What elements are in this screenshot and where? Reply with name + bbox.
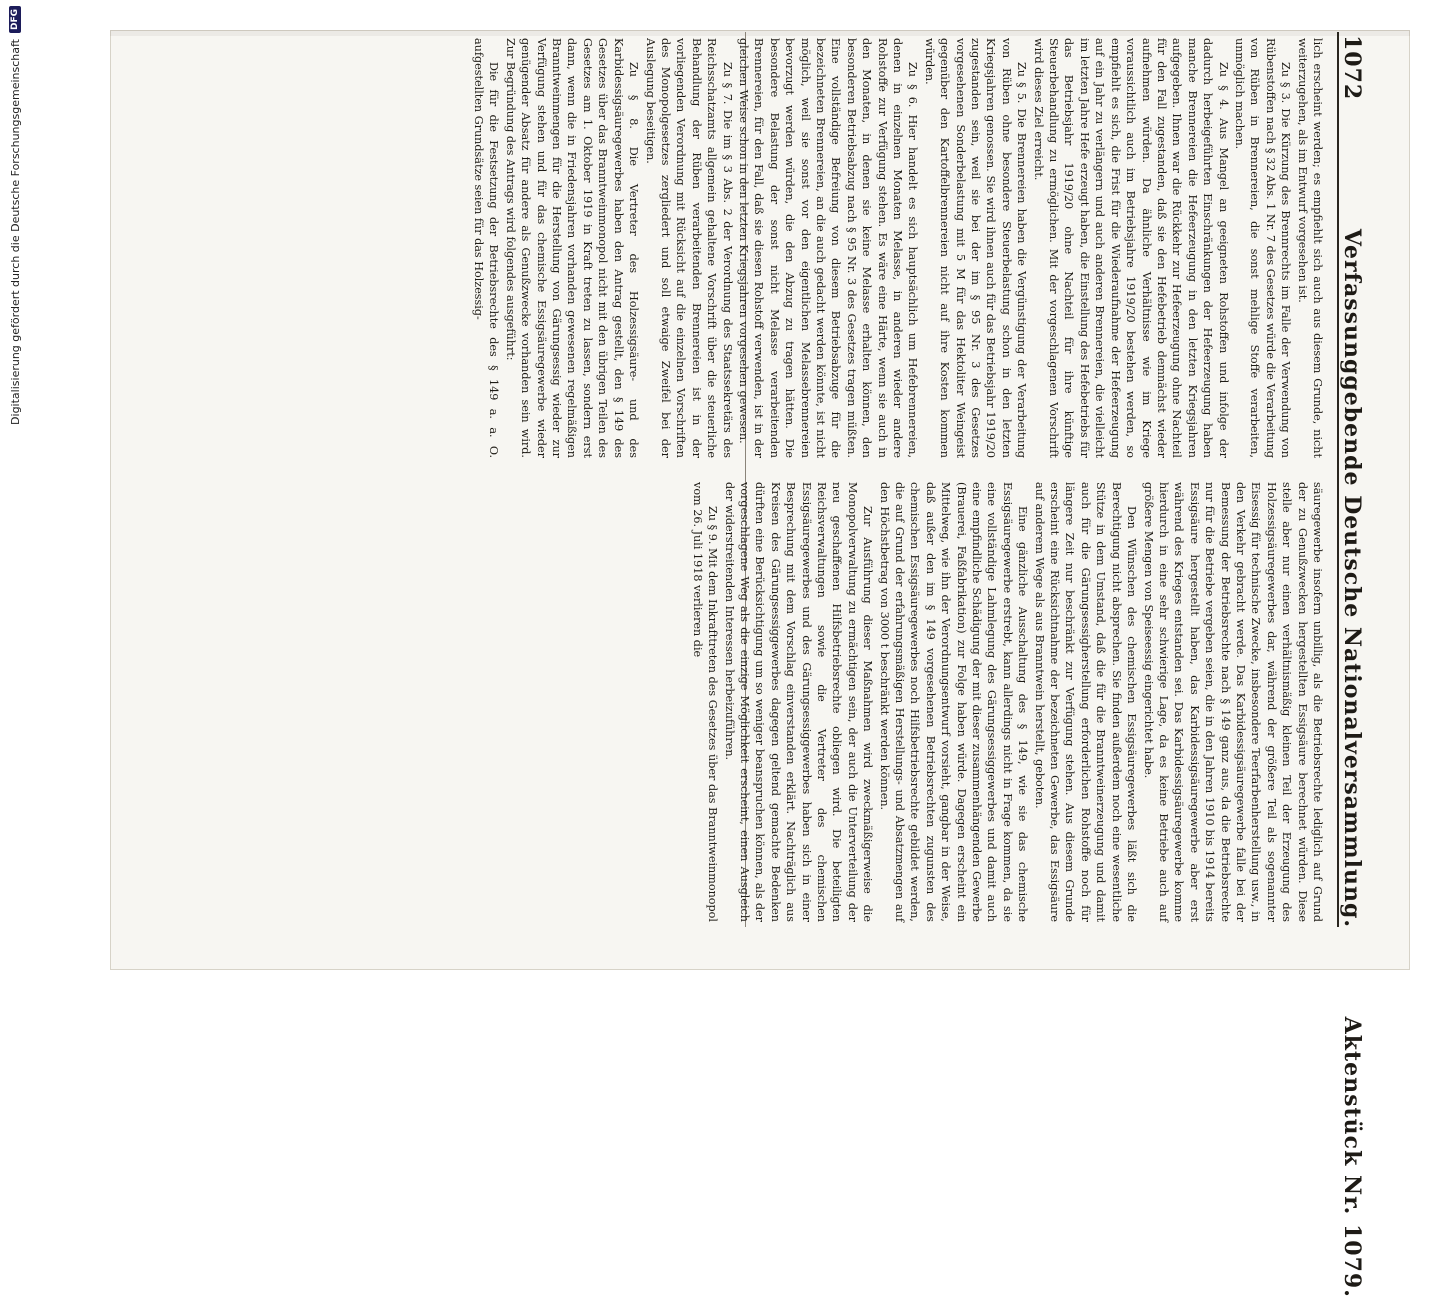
paragraph: Zu § 5. Die Brennereien haben die Vergünstigung der Verarbeitung von Rüben ohne besondere Steuerbelastung schon in den letzten Kriegsjahren genossen. Sie wird ihnen auch für das Betriebsjahr 1919/20 zugestanden sein, weil sie bei der im § 95 Nr. 3 des Gesetzes vorgesehenen Sonderbelastung mit 5 M für das Hektoliter Weingeist gegenüber den Kartoffelbrennereien nicht auf ihre Kosten kommen würden.	[922, 38, 1029, 458]
paragraph: Zur Ausführung dieser Maßnahmen wird zweckmäßigerweise die Monopolverwaltung zu ermächtigen sein, der auch die Unterverteilung der neu geschaffenen Hilfsbetriebsrechte obliegen wird. Die beteiligten Reichsverwaltungen sowie die Vertreter des chemischen Essigsäuregewerbes und des Gärungsessiggewerbes haben sich in einer Besprechung mit dem Vorschlag einverstanden erklärt. Nachträglich aus Kreisen des Gärungsessiggewerbes dagegen geltend gemachte Bedenken dürften eine Berücksichtigung um so weniger beanspruchen können, als der vorgeschlagene Weg als die einzige Möglichkeit erscheint, einen Ausgleich der widerstreitenden Interessen herbeizuführen.	[722, 482, 875, 922]
paragraph: Zu § 6. Hier handelt es sich hauptsächlich um Hefebrennereien, denen in einzelnen Monaten Melasse, in anderen wieder andere Rohstoffe zur Verfügung stehen. Es wäre eine Härte, wenn sie auch in den Monaten, in denen sie keine Melasse erhalten können, den besonderen Betriebsabzug nach § 95 Nr. 3 des Gesetzes tragen müßten. Eine vollständige Befreiung von diesem Betriebsabzuge für die bezeichneten Brennereien, an die auch gedacht werden könnte, ist nicht möglich, weil sie sonst vor den eigentlichen Melassebrennereien bevorzugt werden würden, die den Abzug zu tragen hätten. Die besondere Belastung der sonst nicht Melasse verarbeitenden Brennereien, für den Fall, daß sie diesen Rohstoff verwenden, ist in der gleichen Weise schon in den letzten Kriegsjahren vorgesehen gewesen.	[736, 38, 920, 458]
paragraph: Den Wünschen des chemischen Essigsäuregewerbes läßt sich die Berechtigung nicht absprechen. Sie finden außerdem noch eine wesentliche Stütze in dem Umstand, daß die für die Branntweinerzeugung und damit auch für die Gärungsessigherstellung erforderlichen Rohstoffe noch für längere Zeit nur beschränkt zur Verfügung stehen. Aus diesem Grunde erscheint eine Rücksichtnahme der bezeichneten Gewerbe, das Essigsäure auf anderem Wege als aus Branntwein herstellt, geboten.	[1032, 482, 1139, 922]
paragraph: Zu § 4. Aus Mangel an geeigneten Rohstoffen und infolge der dadurch herbeigeführten Einschränkungen der Hefeerzeugung haben manche Brennereien die Hefeerzeugung in den letzten Kriegsjahren aufgegeben. Ihnen war die Rückkehr zur Hefeerzeugung ohne Nachteil für den Fall zugestanden, daß sie den Hefebetrieb demnächst wieder aufnehmen würden. Da ähnliche Verhältnisse wie im Kriege voraussichtlich auch im Betriebsjahre 1919/20 bestehen werden, so empfiehlt es sich, die Frist für die Wiederaufnahme der Hefeerzeugung auf ein Jahr zu verlängern und auch anderen Brennereien, die vielleicht im letzten Jahre Hefe erzeugt haben, die Einstellung des Hefebetriebs für das Betriebsjahr 1919/20 ohne Nachteil für ihre künftige Steuerbehandlung zu ermöglichen. Mit der vorgeschlagenen Vorschrift wird dieses Ziel erreicht.	[1031, 38, 1230, 458]
footer-text: Digitalisierung gefördert durch die Deutsche Forschungsgemeinschaft	[8, 39, 22, 425]
running-header	[1339, 35, 1365, 1298]
paragraph: lich erscheint werden; es empfiehlt sich auch aus diesem Grunde, nicht weiterzugehen, als im Entwurf vorgesehen ist.	[1295, 38, 1324, 458]
right-column	[690, 482, 1325, 922]
left-column	[472, 38, 1325, 458]
digitization-footer	[6, 0, 24, 998]
page-number: 1072	[1339, 35, 1365, 101]
paragraph: Die für die Festsetzung der Betriebsrechte des § 149 a. a. O. aufgestellten Grundsätze seien für das Holzessig-	[472, 38, 501, 458]
paragraph: Zu § 8. Die Vertreter des Holzessigsäure- und des Karbidessigsäuregewerbes haben den Antrag gestellt, den § 149 des Gesetzes über das Branntweinmonopol nicht mit den übrigen Teilen des Gesetzes am 1. Oktober 1919 in Kraft treten zu lassen, sondern erst dann, wenn die in Friedensjahren vorhanden gewesenen regelmäßigen Branntweinmengen für die Herstellung von Gärungsessig wieder zur Verfügung stehen und für das chemische Essigsäuregewerbe wieder genügender Absatz für andere als Genußzwecke vorhanden sein wird. Zur Begründung des Antrags wird folgendes ausgeführt:	[503, 38, 641, 458]
paragraph: Zu § 3. Die Kürzung des Brennrechts im Falle der Verwendung von Rübenstoffen nach § 32 Abs. 1 Nr. 7 des Gesetzes würde die Verarbeitung von Rüben in Brennereien, die sonst mehlige Stoffe verarbeiten, unmöglich machen.	[1232, 38, 1293, 458]
paragraph: Zu § 7. Die im § 3 Abs. 2 der Verordnung des Staatssekretärs des Reichsschatzamts allgemein gehaltene Vorschrift über die steuerliche Behandlung der Rüben verarbeitenden Brennereien ist in der vorliegenden Verordnung mit Rücksicht auf die einzelnen Vorschriften des Monopolgesetzes zergliedert und soll etwaige Zweifel bei der Auslegung beseitigen.	[643, 38, 734, 458]
document-number: Aktenstück Nr. 1079.	[1339, 1016, 1365, 1298]
paragraph: säuregewerbe insofern unbillig, als die Betriebsrechte lediglich auf Grund der zu Genußzwecken hergestellten Essigsäure berechnet würden. Diese stelle aber nur einen verhältnismäßig kleinen Teil der Erzeugung des Holzessigsäuregewerbes dar, während der größere Teil als sogenannter Eisessig für technische Zwecke, insbesondere Teerfarbenherstellung usw., in den Verkehr gebracht werde. Das Karbidessigsäuregewerbe falle bei der Bemessung der Betriebsrechte nach § 149 ganz aus, da die Betriebsrechte nur für die Betriebe vergeben seien, die in den Jahren 1910 bis 1914 bereits Essigsäure hergestellt haben, das Karbidessigsäuregewerbe aber erst während des Krieges entstanden sei. Das Karbidessigsäuregewerbe komme hierdurch in eine sehr schwierige Lage, da es keine Betriebe auch auf größere Mengen von Speiseessig eingerichtet habe.	[1141, 482, 1324, 922]
paragraph: Eine gänzliche Ausschaltung des § 149, wie sie das chemische Essigsäuregewerbe erstrebt, kann allerdings nicht in Frage kommen, da sie eine vollständige Lahmlegung des Gärungsessiggewerbes und damit auch eine empfindliche Schädigung der mit dieser zusammenhängenden Gewerbe (Brauerei, Faßfabrikation) zur Folge haben würde. Dagegen erscheint ein Mittelweg, wie ihn der Verordnungsentwurf vorsieht, gangbar in der Weise, daß außer den im § 149 vorgesehenen Betriebsrechten zugunsten des chemischen Essigsäuregewerbes noch Hilfsbetriebsrechte gebildet werden, die auf Grund der erfahrungsmäßigen Herstellungs- und Absatzmengen auf den Höchstbetrag von 3000 t beschränkt werden können.	[877, 482, 1030, 922]
dfg-logo: DFG	[9, 6, 21, 33]
scan-edge-shadow	[110, 30, 1410, 36]
paragraph: Zu § 9. Mit dem Inkrafttreten des Gesetzes über das Branntweinmonopol vom 26. Juli 1918 verlieren die	[690, 482, 720, 922]
header-title: Verfassunggebende Deutsche Nationalversammlung.	[1339, 228, 1365, 928]
